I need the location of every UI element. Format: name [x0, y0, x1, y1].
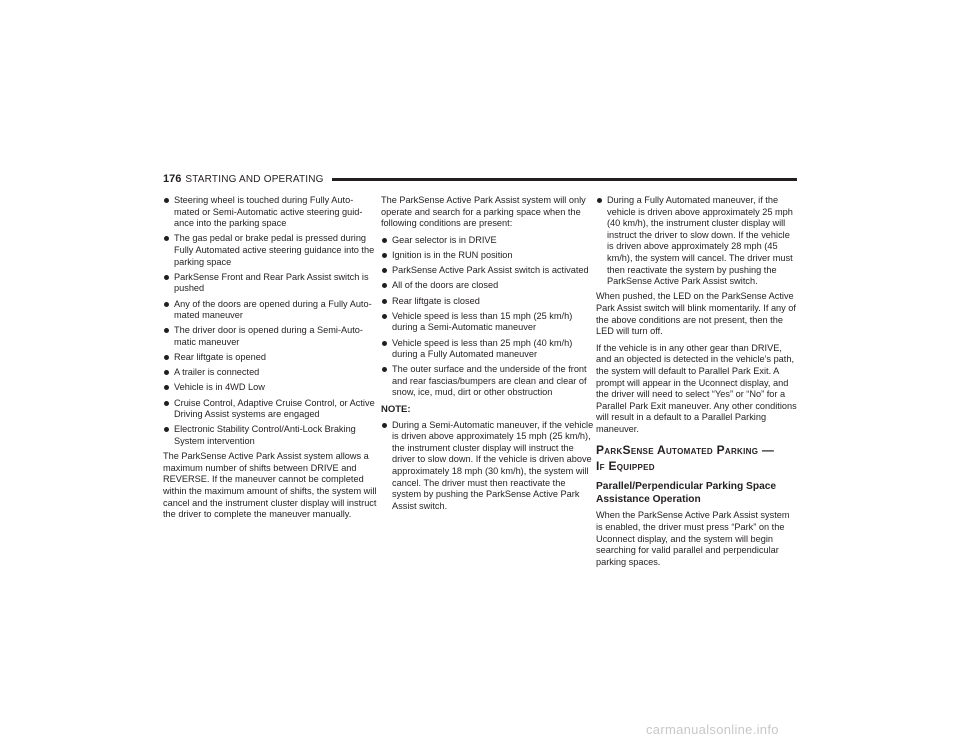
list-item: During a Semi-Automatic maneuver, if the vehicle is driven above approximately 15 mph (25 km/h), the instrument cluster display will instruct the driver to slow down. If the vehicle is driven above approximately 18 mph (30 km/h), the system will cancel. The driver must then reactivate the system by pushing the ParkSense Active Park Assist switch.: [381, 420, 596, 513]
enable-system-paragraph: When the ParkSense Active Park Assist system is enabled, the driver must press “Park” on the Uconnect display, and the system will begin searching for valid parallel and perpendicular parking spaces.: [596, 510, 790, 567]
column-right: [596, 195, 797, 573]
list-item: A trailer is connected: [163, 367, 378, 379]
shift-limit-paragraph: The ParkSense Active Park Assist system allows a maximum number of shifts between DRIVE and REVERSE. If the maneuver cannot be completed within the maximum amount of shifts, the system will cancel and the instrument cluster display will instruct the driver to complete the maneuver manually.: [163, 451, 377, 520]
sub-heading-line-1: Parallel/Perpendicular Parking Space: [596, 481, 777, 493]
note-label: NOTE:: [381, 404, 411, 416]
list-item: Ignition is in the RUN position: [381, 250, 596, 262]
column-middle: [381, 195, 596, 516]
list-item: Vehicle is in 4WD Low: [163, 382, 378, 394]
list-item: The outer surface and the underside of the front and rear fascias/bumpers are clean and clear of snow, ice, mud, dirt or other obstruction: [381, 364, 596, 399]
section-heading: [596, 442, 797, 474]
list-item: ParkSense Front and Rear Park Assist switch is pushed: [163, 272, 378, 295]
list-item: The gas pedal or brake pedal is pressed during Fully Automated active steering guidance into the parking space: [163, 233, 378, 268]
list-item: All of the doors are closed: [381, 280, 596, 292]
page-number: 176: [163, 173, 182, 185]
section-heading-line-1: ParkSense Automated Parking —: [596, 443, 775, 458]
list-item: Rear liftgate is opened: [163, 352, 378, 364]
list-item: Any of the doors are opened during a Fully Auto-mated maneuver: [163, 299, 378, 322]
sub-heading: [596, 480, 797, 506]
note-list: [381, 420, 596, 513]
list-item: The driver door is opened during a Semi-Auto-matic maneuver: [163, 325, 378, 348]
list-item: Electronic Stability Control/Anti-Lock Braking System intervention: [163, 424, 378, 447]
section-title: STARTING AND OPERATING: [185, 173, 324, 185]
park-exit-paragraph: If the vehicle is in any other gear than DRIVE, and an objected is detected in the vehicle’s path, the system will default to Parallel Park Exit. A prompt will appear in the Uconnect display, and the driver will need to select “Yes” or “No” for a Parallel Park Exit maneuver. Any other conditions will result in a default to a Parallel Parking maneuver.: [596, 342, 797, 434]
list-item: Rear liftgate is closed: [381, 296, 596, 308]
list-item: ParkSense Active Park Assist switch is activated: [381, 265, 596, 277]
column-left: [163, 195, 378, 526]
operating-conditions-list: [381, 235, 596, 399]
led-paragraph: When pushed, the LED on the ParkSense Active Park Assist switch will blink momentarily. If any of the above conditions are not present, then the LED will turn off.: [596, 291, 796, 337]
section-heading-line-2: If Equipped: [596, 459, 655, 474]
watermark-text: carmanualsonline.info: [646, 722, 779, 737]
list-item: Vehicle speed is less than 15 mph (25 km/h) during a Semi-Automatic maneuver: [381, 311, 596, 334]
note-list-continued: [596, 195, 797, 288]
list-item: Steering wheel is touched during Fully Auto-mated or Semi-Automatic active steering guid-ance into the parking space: [163, 195, 378, 230]
operating-conditions-intro: The ParkSense Active Park Assist system will only operate and search for a parking space when the following conditions are present:: [381, 195, 586, 229]
header-rule: [332, 178, 797, 181]
list-item: Gear selector is in DRIVE: [381, 235, 596, 247]
list-item: Cruise Control, Adaptive Cruise Control, or Active Driving Assist systems are engaged: [163, 398, 378, 421]
list-item: Vehicle speed is less than 25 mph (40 km/h) during a Fully Automated maneuver: [381, 338, 596, 361]
cancel-conditions-list: [163, 195, 378, 448]
page-header: [163, 172, 797, 186]
list-item: During a Fully Automated maneuver, if the vehicle is driven above approximately 25 mph (40 km/h), the instrument cluster display will instruct the driver to slow down. If the vehicle is driven above approximately 28 mph (45 km/h), the system will cancel. The driver must then reactivate the system by pushing the ParkSense Active Park Assist switch.: [596, 195, 797, 288]
sub-heading-line-2: Assistance Operation: [596, 494, 701, 506]
